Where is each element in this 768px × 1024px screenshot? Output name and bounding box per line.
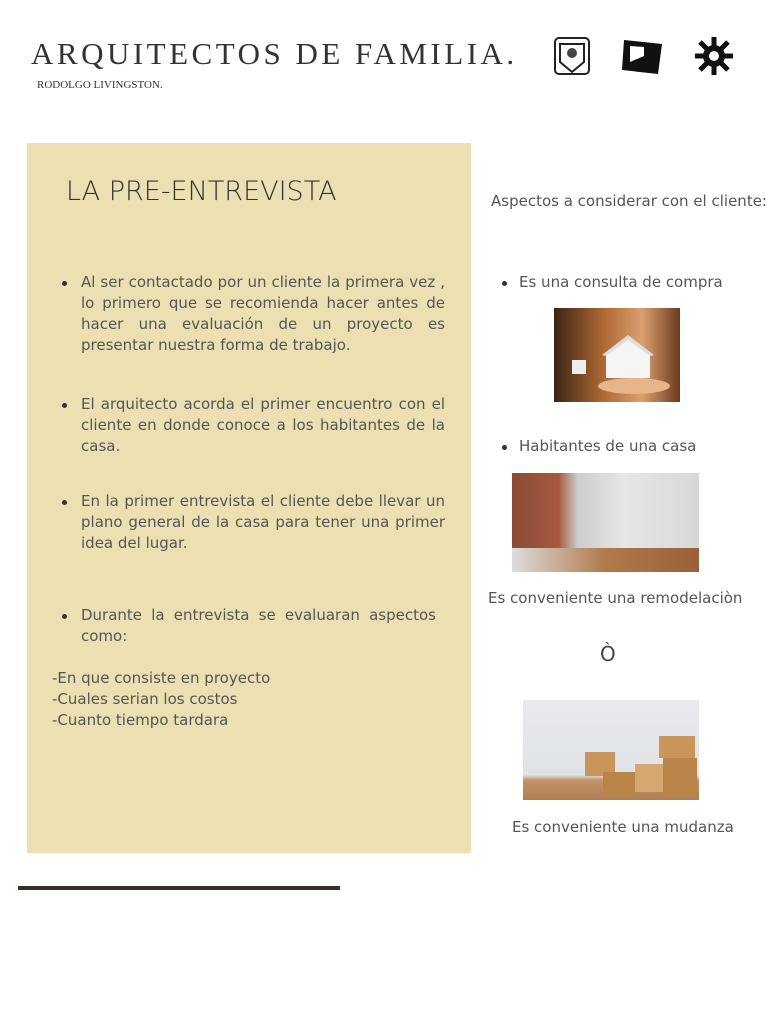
bullet-item	[60, 394, 445, 457]
bullet-text: El arquitecto acorda el primer encuentro con el cliente en donde conoce a los habitantes de la casa.	[81, 395, 445, 455]
bullet-item	[60, 272, 445, 356]
list-item: -Cuales serian los costos	[52, 690, 238, 708]
caption-remodel: Es conveniente una remodelaciòn	[488, 589, 743, 607]
or-separator: Ò	[600, 642, 616, 666]
aspects-heading: Aspectos a considerar con el cliente:	[491, 192, 767, 210]
renovation-room-image	[512, 473, 699, 572]
house-icon	[554, 308, 680, 402]
sun-gear-logo-icon	[694, 36, 734, 76]
caption-move: Es conveniente una mudanza	[512, 818, 734, 836]
author-name: RODOLGO LIVINGSTON.	[37, 79, 163, 91]
boxes-icon	[523, 700, 699, 800]
section-title: LA PRE-ENTREVISTA	[66, 176, 337, 207]
bullet-text: Es una consulta de compra	[519, 273, 723, 291]
bullet-text: Durante la entrevista se evaluaran aspectos como:	[81, 606, 436, 645]
page-title: ARQUITECTOS DE FAMILIA.	[31, 36, 518, 71]
bullet-text: Al ser contactado por un cliente la primera vez , lo primero que se recomienda hacer antes de hacer una evaluación de un proyecto es presentar nuestra forma de trabajo.	[81, 273, 445, 354]
evaluation-list	[52, 668, 270, 731]
faculty-logo-icon	[620, 36, 666, 76]
bullet-item	[60, 491, 445, 554]
bullet-text: En la primer entrevista el cliente debe llevar un plano general de la casa para tener una primer idea del lugar.	[81, 492, 445, 552]
list-item: -En que consiste en proyecto	[52, 669, 271, 687]
bullet-item	[500, 437, 696, 455]
unam-seal-logo-icon	[552, 36, 592, 76]
divider-line	[18, 886, 340, 890]
house-keys-image	[554, 308, 680, 402]
moving-boxes-image	[523, 700, 699, 800]
bullet-item	[60, 605, 436, 647]
bullet-text: Habitantes de una casa	[519, 437, 697, 455]
list-item: -Cuanto tiempo tardara	[52, 711, 229, 729]
bullet-item	[500, 273, 723, 291]
